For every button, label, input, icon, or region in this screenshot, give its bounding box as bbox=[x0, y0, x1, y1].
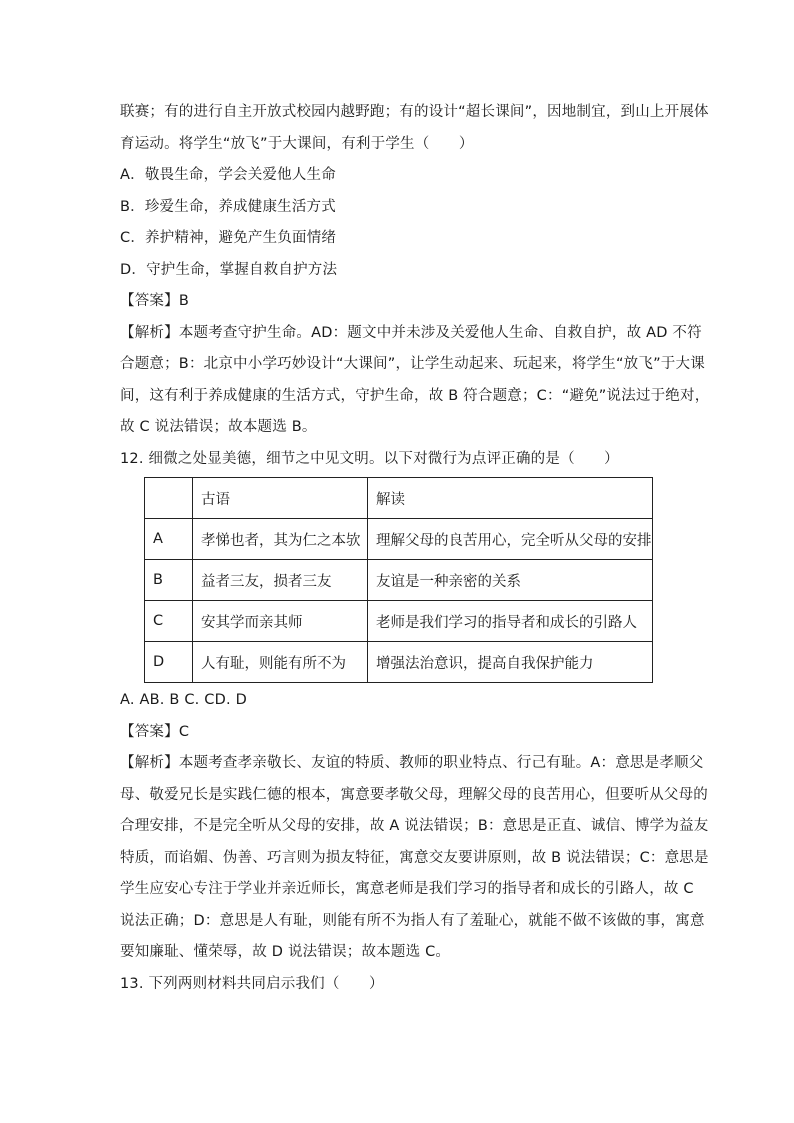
table-header-cell bbox=[145, 478, 193, 519]
q12-answer-value: C bbox=[178, 723, 190, 740]
table-header-cell: 解读 bbox=[368, 478, 653, 519]
table-cell: 理解父母的良苦用心，完全听从父母的安排 bbox=[368, 519, 653, 560]
table-cell: 友谊是一种亲密的关系 bbox=[368, 560, 653, 601]
q12-stem: 12. 细微之处显美德，细节之中见文明。以下对微行为点评正确的是（ ） bbox=[120, 450, 619, 467]
table-row bbox=[145, 519, 653, 560]
table-cell: C bbox=[145, 601, 193, 642]
table-cell: 人有耻，则能有所不为 bbox=[193, 642, 368, 683]
q11-analysis-line-1 bbox=[120, 318, 702, 350]
q11-answer-label: 【答案】 bbox=[120, 293, 179, 309]
table-row bbox=[145, 642, 653, 683]
table-cell: B bbox=[145, 560, 193, 601]
table-row bbox=[145, 560, 653, 601]
q11-stem-line-2: 育运动。将学生“放飞”于大课间，有利于学生（ ） bbox=[120, 135, 474, 152]
q11-option-a: A．敬畏生命，学会关爱他人生命 bbox=[120, 167, 336, 183]
q12-table bbox=[144, 477, 653, 683]
q12-analysis-text-1: 本题考查孝亲敬长、友谊的特质、教师的职业特点、行己有耻。A：意思是孝顺父 bbox=[178, 755, 704, 771]
table-cell: 老师是我们学习的指导者和成长的引路人 bbox=[368, 601, 653, 642]
q11-answer bbox=[120, 286, 690, 318]
table-row bbox=[145, 601, 653, 642]
q12-analysis-line-2: 母、敬爱兄长是实践仁德的根本，寓意要孝敬父母，理解父母的良苦用心，但要听从父母的 bbox=[120, 786, 708, 803]
table-cell: 益者三友，损者三友 bbox=[193, 560, 368, 601]
table-header-cell: 古语 bbox=[193, 478, 368, 519]
q11-analysis-line-4: 故 C 说法错误；故本题选 B。 bbox=[120, 419, 317, 435]
table-cell: 安其学而亲其师 bbox=[193, 601, 368, 642]
q11-option-c: C．养护精神，避免产生负面情绪 bbox=[120, 230, 337, 246]
q12-analysis-line-4: 特质，而谄媚、伪善、巧言则为损友特征，寓意交友要讲原则，故 B 说法错误；C：意思是 bbox=[120, 849, 709, 866]
q12-options: A. AB. B C. CD. D bbox=[120, 692, 247, 708]
table-cell: 增强法治意识，提高自我保护能力 bbox=[368, 642, 653, 683]
q11-analysis-text-1: 本题考查守护生命。AD：题文中并未涉及关爱他人生命、自救自护，故 AD 不符 bbox=[178, 324, 702, 341]
q12-analysis-line-3: 合理安排，不是完全听从父母的安排，故 A 说法错误；B：意思是正直、诚信、博学为益友 bbox=[120, 818, 709, 834]
q13-stem: 13. 下列两则材料共同启示我们（ ） bbox=[120, 975, 384, 992]
q12-answer bbox=[120, 717, 690, 749]
q11-analysis-line-2: 合题意；B：北京中小学巧妙设计“大课间”，让学生动起来、玩起来，将学生“放飞”于大课 bbox=[120, 356, 705, 372]
q12-analysis-label: 【解析】 bbox=[120, 755, 179, 771]
q11-option-d: D．守护生命，掌握自救自护方法 bbox=[120, 261, 338, 278]
q12-analysis-line-5: 学生应安心专注于学业并亲近师长，寓意老师是我们学习的指导者和成长的引路人，故 C bbox=[120, 881, 694, 897]
q11-stem-line-1: 联赛；有的进行自主开放式校园内越野跑；有的设计“超长课间”，因地制宜，到山上开展体 bbox=[120, 104, 709, 120]
q11-analysis-line-3: 间，这有利于养成健康的生活方式，守护生命，故 B 符合题意；C：“避免”说法过于绝对， bbox=[120, 387, 710, 404]
q12-analysis-line-6: 说法正确；D：意思是人有耻，则能有所不为指人有了羞耻心，就能不做不该做的事，寓意 bbox=[120, 912, 705, 929]
q11-analysis-label: 【解析】 bbox=[120, 324, 179, 341]
table-cell: D bbox=[145, 642, 193, 683]
q12-answer-label: 【答案】 bbox=[120, 723, 179, 740]
q11-option-b: B．珍爱生命，养成健康生活方式 bbox=[120, 198, 336, 215]
table-cell: 孝悌也者，其为仁之本欤 bbox=[193, 519, 368, 560]
q12-analysis-line-1 bbox=[120, 748, 704, 780]
page-content bbox=[120, 97, 710, 1000]
table-header-row bbox=[145, 478, 653, 519]
table-cell: A bbox=[145, 519, 193, 560]
q12-analysis-line-7: 要知廉耻、懂荣辱，故 D 说法错误；故本题选 C。 bbox=[120, 944, 451, 960]
q11-answer-value: B bbox=[178, 293, 189, 309]
